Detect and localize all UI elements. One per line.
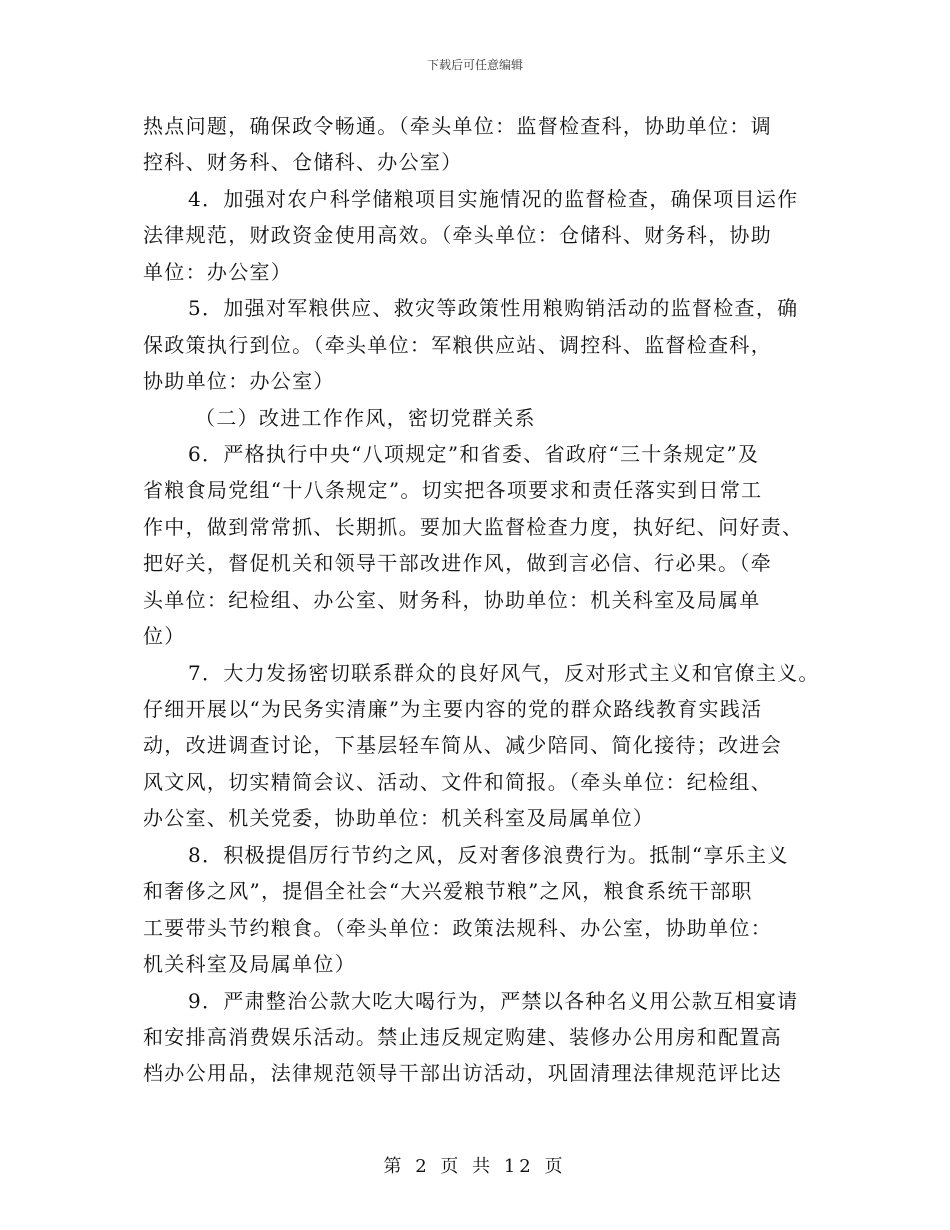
text-line: 办公室、机关党委，协助单位：机关科室及局属单位） [143,806,655,831]
text-line: 7．大力发扬密切联系群众的良好风气，反对形式主义和官僚主义。 [188,660,820,685]
text-line: 省粮食局党组“十八条规定”。切实把各项要求和责任落实到日常工 [143,478,763,503]
text-line: 仔细开展以“为民务实清廉”为主要内容的党的群众路线教育实践活 [143,697,763,721]
text-line: 6．严格执行中央“八项规定”和省委、省政府“三十条规定”及 [188,441,760,466]
text-line: 保政策执行到位。（牵头单位：军粮供应站、调控科、监督检查科， [143,332,772,357]
text-line: 档办公用品，法律规范领导干部出访活动，巩固清理法律规范评比达 [143,1061,782,1086]
text-line: 5．加强对军粮供应、救灾等政策性用粮购销活动的监督检查，确 [188,296,799,321]
text-line: 把好关，督促机关和领导干部改进作风，做到言必信、行必果。（牵 [143,551,772,576]
page-header: 下载后可任意编辑 [426,58,523,72]
text-line: 机关科室及局属单位） [143,952,356,977]
text-line: 和安排高消费娱乐活动。禁止违反规定购建、装修办公用房和配置高 [143,1024,782,1049]
text-line: 控科、财务科、仓储科、办公室） [143,150,463,175]
text-line: 工要带头节约粮食。（牵头单位：政策法规科、办公室，协助单位： [143,915,772,940]
text-line: 作中，做到常常抓、长期抓。要加大监督检查力度，执好纪、问好责、 [143,514,804,539]
page-footer: 第 2 页 共 12 页 [383,1156,567,1177]
text-line: 位） [143,624,186,649]
text-line: 动，改进调查讨论，下基层轻车简从、减少陪同、简化接待；改进会 [143,733,782,758]
text-line: （二）改进工作作风，密切党群关系 [195,405,536,430]
text-line: 法律规范，财政资金使用高效。（牵头单位：仓储科、财务科，协助 [143,223,772,248]
text-line: 8．积极提倡厉行节约之风，反对奢侈浪费行为。抵制“享乐主义 [188,842,789,867]
text-line: 协助单位：办公室） [143,369,335,394]
text-line: 热点问题，确保政令畅通。（牵头单位：监督检查科，协助单位：调 [143,114,772,138]
text-line: 和奢侈之风”，提倡全社会“大兴爱粮节粮”之风，粮食系统干部职 [143,879,753,904]
text-line: 单位：办公室） [143,259,293,284]
document-body [143,108,820,1092]
text-line: 9．严肃整治公款大吃大喝行为，严禁以各种名义用公款互相宴请 [188,988,799,1013]
text-line: 头单位：纪检组、办公室、财务科，协助单位：机关科室及局属单 [143,587,761,612]
text-line: 风文风，切实精简会议、活动、文件和简报。（牵头单位：纪检组、 [143,769,772,794]
text-line: 4．加强对农户科学储粮项目实施情况的监督检查，确保项目运作 [188,186,799,211]
